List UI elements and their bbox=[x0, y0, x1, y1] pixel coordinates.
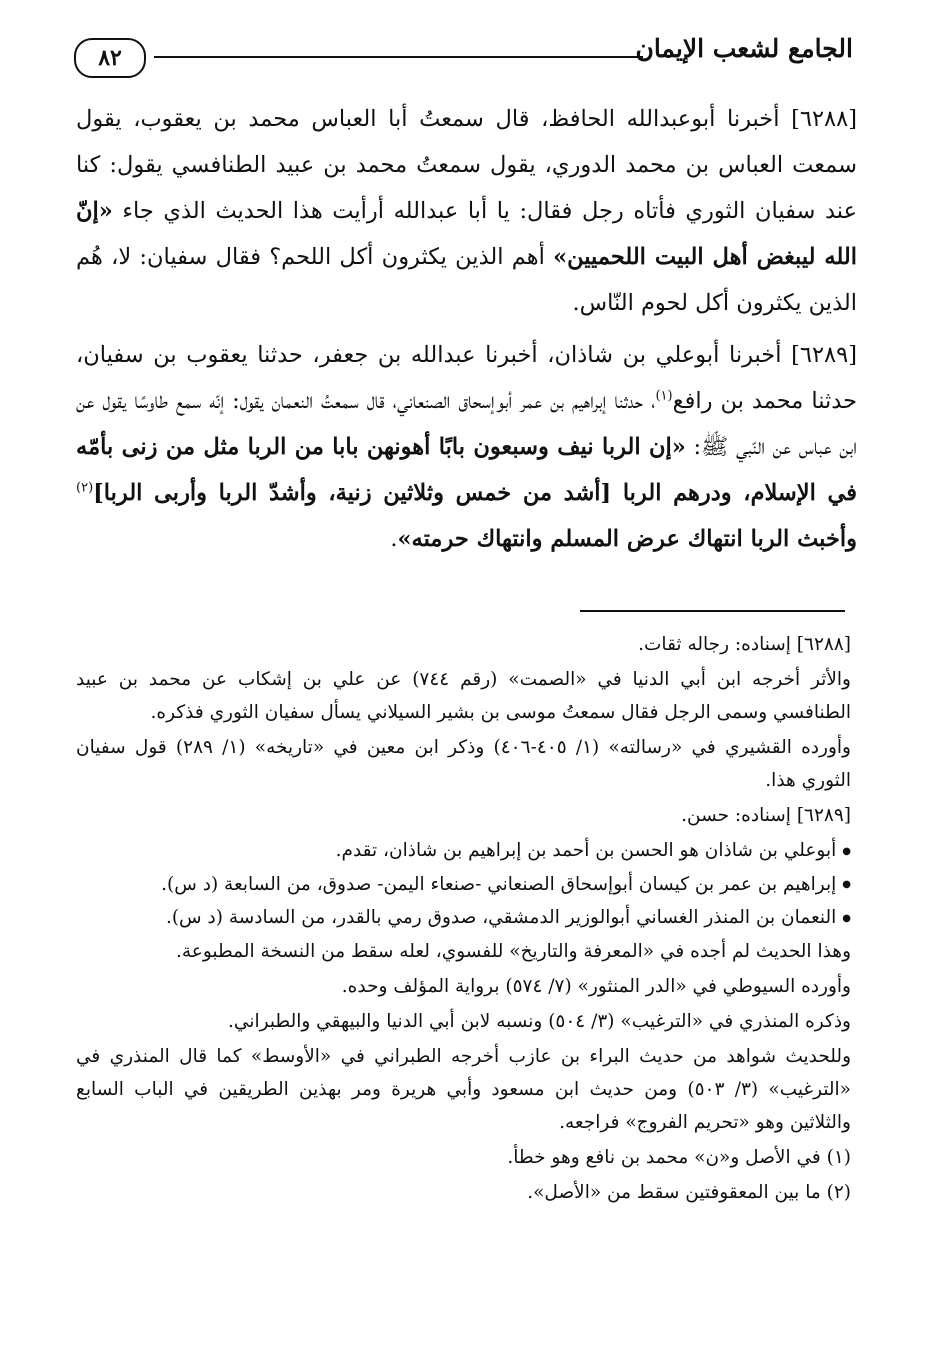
footnote-1: (١) في الأصل و«ن» محمد بن نافع وهو خطأ. bbox=[507, 1146, 851, 1168]
book-title: الجامع لشعب الإيمان bbox=[635, 34, 853, 63]
footnote-rule bbox=[580, 610, 845, 612]
note-paragraph: والأثر أخرجه ابن أبي الدنيا في «الصمت» (رقم ٧٤٤) عن علي بن إشكاب عن محمد بن عبيد الطنافسي وسمى الرجل فقال سمعتُ موسى بن بشير السيلاني يسأل سفيان الثوري فذكره. bbox=[76, 669, 851, 723]
hadith-quote-end: وأخبث الربا انتهاك عرض المسلم وانتهاك حرمته» bbox=[397, 526, 857, 552]
note-paragraph: وهذا الحديث لم أجده في «المعرفة والتاريخ» للفسوي، لعله سقط من النسخة المطبوعة. bbox=[176, 940, 851, 962]
notes-section bbox=[76, 628, 851, 1211]
note-paragraph: وللحديث شواهد من حديث البراء بن عازب أخرجه الطبراني في «الأوسط» كما قال المنذري في «الترغيب» (٣/ ٥٠٣) ومن حديث ابن مسعود وأبي هريرة ومر بهذين الطريقين في الباب السابع والثلاثين وهو «تحريم الفروج» فراجعه. bbox=[76, 1045, 851, 1133]
note-paragraph: وأورده القشيري في «رسالته» (١/ ٤٠٥-٤٠٦) وذكر ابن معين في «تاريخه» (١/ ٢٨٩) قول سفيان الثوري هذا. bbox=[76, 737, 851, 791]
hadith-text: أخبرنا أبوعلي بن شاذان، أخبرنا عبدالله بن جعفر، حدثنا يعقوب بن سفيان، حدثنا محمد بن رافع bbox=[76, 342, 858, 414]
hadith-6289 bbox=[76, 332, 857, 562]
list-item: ● النعمان بن المنذر الغساني أبوالوزير الدمشقي، صدوق رمي بالقدر، من السادسة (د س). bbox=[76, 901, 851, 935]
page-header bbox=[74, 30, 853, 84]
hadith-text: ، حدثنا إبراهيم بن عمر أبوإسحاق الصنعاني، قال سمعتُ النعمان يقول: إنّه سمع طاوسًا يقول عن ابن عباس عن النّبي ﷺ: bbox=[76, 388, 858, 460]
hadith-number: [٦٢٨٨] bbox=[791, 106, 857, 132]
note-6288-head: [٦٢٨٨] إسناده: رجاله ثقات. bbox=[638, 634, 851, 655]
footnote-ref-2[interactable]: (٢) bbox=[76, 480, 94, 496]
note-paragraph: وذكره المنذري في «الترغيب» (٣/ ٥٠٤) ونسبه لابن أبي الدنيا والبيهقي والطبراني. bbox=[228, 1010, 851, 1032]
hadith-text: أخبرنا أبوعبدالله الحافظ، قال سمعتُ أبا العباس محمد بن يعقوب، يقول سمعت العباس بن محمد الدوري، يقول سمعتُ محمد بن عبيد الطنافسي يقول: كنا عند سفيان الثوري فأتاه رجل فقال: يا أبا عبدالله أرأيت هذا الحديث الذي جاء bbox=[76, 106, 857, 224]
narrator-list bbox=[76, 834, 851, 935]
hadith-text: أهم الذين يكثرون أكل اللحم؟ فقال سفيان: لا، هُم الذين يكثرون أكل لحوم النّاس. bbox=[76, 244, 857, 316]
footnote-2: (٢) ما بين المعقوفتين سقط من «الأصل». bbox=[527, 1181, 851, 1203]
main-text bbox=[76, 96, 857, 568]
note-paragraph: وأورده السيوطي في «الدر المنثور» (٧/ ٥٧٤) برواية المؤلف وحده. bbox=[341, 975, 851, 997]
note-6289-head: [٦٢٨٩] إسناده: حسن. bbox=[681, 805, 851, 826]
list-item: ● أبوعلي بن شاذان هو الحسن بن أحمد بن إبراهيم بن شاذان، تقدم. bbox=[76, 834, 851, 868]
page-number: ٨٢ bbox=[74, 38, 146, 78]
list-item: ● إبراهيم بن عمر بن كيسان أبوإسحاق الصنعاني -صنعاء اليمن- صدوق، من السابعة (د س). bbox=[76, 868, 851, 902]
hadith-end: . bbox=[390, 526, 398, 552]
hadith-number: [٦٢٨٩] bbox=[791, 342, 857, 368]
hadith-quote: «إنّ الله ليبغض أهل البيت اللحميين» bbox=[76, 198, 858, 270]
hadith-quote: «إن الربا نيف وسبعون بابًا أهونهن بابا من الربا مثل من زنى بأمّه في الإسلام، ودرهم الربا [أشد من خمس وثلاثين زنية، وأشدّ الربا وأربى الربا] bbox=[76, 434, 857, 506]
footnote-ref-1[interactable]: (١) bbox=[655, 388, 673, 404]
header-rule bbox=[154, 56, 643, 58]
hadith-6288 bbox=[76, 96, 857, 326]
